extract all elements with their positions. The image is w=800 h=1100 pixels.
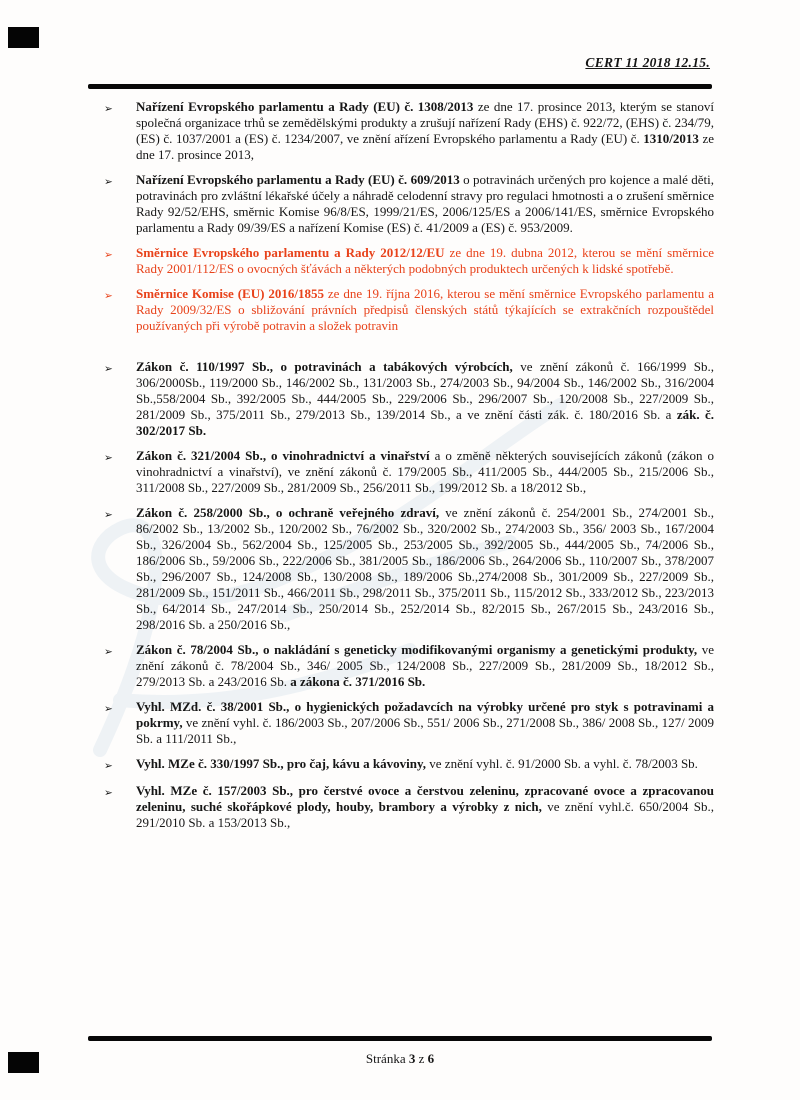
regulation-list xyxy=(100,99,714,840)
bullet-text: Vyhl. MZe č. 157/2003 Sb., pro čerstvé ovoce a čerstvou zeleninu, zpracované ovoce a zpracovanou zeleninu, suché skořápkové plody, houby, brambory a výrobky z nich, ve znění vyhl.č. 650/2004 Sb., 291/2010 Sb. a 153/2013 Sb., xyxy=(136,783,714,830)
bullet-arrow-icon: ➢ xyxy=(104,452,113,464)
bullet-text: Směrnice Komise (EU) 2016/1855 ze dne 19. října 2016, kterou se mění směrnice Evropského parlamentu a Rady 2009/32/ES o sbližování právních předpisů členských států týkajících se extrakčních rozpouštědel používaných při výrobě potravin a složek potravin xyxy=(136,286,714,333)
bullet-arrow-icon: ➢ xyxy=(104,703,113,715)
bullet-arrow-icon: ➢ xyxy=(104,290,113,302)
footer-separator: z xyxy=(415,1051,428,1066)
bullet-arrow-icon: ➢ xyxy=(104,103,113,115)
top-rule-bar xyxy=(88,84,712,89)
bullet-text: Zákon č. 110/1997 Sb., o potravinách a tabákových výrobcích, ve znění zákonů č. 166/1999 Sb., 306/2000Sb., 119/2000 Sb., 146/2002 Sb., 131/2003 Sb., 274/2003 Sb., 94/2004 Sb., 146/2002 Sb., 316/2004 Sb.,558/2004 Sb., 392/2005 Sb., 444/2005 Sb., 229/2006 Sb., 296/2007 Sb., 120/2008 Sb., 227/2009 Sb., 281/2009 Sb., 375/2011 Sb., 279/2013 Sb., 139/2014 Sb., a ve znění části zák. č. 180/2016 Sb. a zák. č. 302/2017 Sb. xyxy=(136,359,714,438)
bullet-text: Vyhl. MZd. č. 38/2001 Sb., o hygienických požadavcích na výrobky určené pro styk s potravinami a pokrmy, ve znění vyhl. č. 186/2003 Sb., 207/2006 Sb., 551/ 2006 Sb., 271/2008 Sb., 386/ 2008 Sb., 127/ 2009 Sb. a 111/2011 Sb., xyxy=(136,699,714,746)
list-item xyxy=(100,505,714,633)
list-item xyxy=(100,359,714,439)
scan-registration-mark-top xyxy=(8,27,39,48)
list-item xyxy=(100,756,714,774)
bullet-arrow-icon: ➢ xyxy=(104,249,113,261)
bullet-arrow-icon: ➢ xyxy=(104,176,113,188)
list-item xyxy=(100,642,714,690)
bullet-text: Směrnice Evropského parlamentu a Rady 2012/12/EU ze dne 19. dubna 2012, kterou se mění směrnice Rady 2001/112/ES o ovocných šťávách a některých podobných produktech určených k lidské spotřebě. xyxy=(136,245,714,276)
bullet-text: Zákon č. 321/2004 Sb., o vinohradnictví a vinařství a o změně některých souvisejících zákonů (zákon o vinohradnictví a vinařství), ve znění zákonů č. 179/2005 Sb., 411/2005 Sb., 444/2005 Sb., 215/2006 Sb., 311/2008 Sb., 227/2009 Sb., 281/2009 Sb., 256/2011 Sb., 199/2012 Sb. a 18/2012 Sb., xyxy=(136,448,714,495)
bullet-arrow-icon: ➢ xyxy=(104,363,113,375)
list-item xyxy=(100,699,714,747)
bullet-arrow-icon: ➢ xyxy=(104,787,113,799)
bullet-text: Zákon č. 78/2004 Sb., o nakládání s geneticky modifikovanými organismy a genetickými produkty, ve znění zákonů č. 78/2004 Sb., 346/ 2005 Sb., 124/2008 Sb., 227/2009 Sb., 281/2009 Sb., 18/2012 Sb., 279/2013 Sb. a 243/2016 Sb. a zákona č. 371/2016 Sb. xyxy=(136,642,714,689)
bullet-arrow-icon: ➢ xyxy=(104,646,113,658)
list-item xyxy=(100,448,714,496)
footer-label: Stránka xyxy=(365,1051,409,1066)
bottom-rule-bar xyxy=(88,1036,712,1041)
bullet-text: Zákon č. 258/2000 Sb., o ochraně veřejného zdraví, ve znění zákonů č. 254/2001 Sb., 274/2001 Sb., 86/2002 Sb., 13/2002 Sb., 120/2002 Sb., 76/2002 Sb., 320/2002 Sb., 274/2003 Sb., 356/ 2003 Sb., 167/2004 Sb., 326/2004 Sb., 562/2004 Sb., 125/2005 Sb., 253/2005 Sb., 392/2005 Sb., 444/2005 Sb., 74/2006 Sb., 186/2006 Sb., 59/2006 Sb., 222/2006 Sb., 381/2005 Sb., 186/2006 Sb., 264/2006 Sb., 110/2007 Sb., 378/2007 Sb., 296/2007 Sb., 124/2008 Sb., 130/2008 Sb., 189/2006 Sb.,274/2008 Sb., 301/2009 Sb., 227/2009 Sb., 281/2009 Sb., 151/2011 Sb., 466/2011 Sb., 298/2011 Sb., 375/2011 Sb., 115/2012 Sb., 333/2012 Sb., 223/2013 Sb., 64/2014 Sb., 247/2014 Sb., 250/2014 Sb., 252/2014 Sb., 82/2015 Sb., 267/2015 Sb., 243/2016 Sb., 298/2016 Sb. a 250/2016 Sb., xyxy=(136,505,715,632)
bullet-arrow-icon: ➢ xyxy=(104,509,113,521)
bullet-text: Nařízení Evropského parlamentu a Rady (EU) č. 609/2013 o potravinách určených pro kojence a malé děti, potravinách pro zvláštní lékařské účely a náhradě celodenní stravy pro regulaci hmotnosti a o zrušení směrnice Rady 92/52/EHS, směrnic Komise 96/8/ES, 1999/21/ES, 2006/125/ES a 2006/141/ES, směrnice Evropského parlamentu a Rady 09/39/ES a nařízení Komise (ES) č. 41/2009 a (ES) č. 953/2009. xyxy=(136,172,714,235)
list-item xyxy=(100,286,714,334)
list-item xyxy=(100,99,714,163)
footer-page-total: 6 xyxy=(427,1051,435,1066)
bullet-text: Nařízení Evropského parlamentu a Rady (EU) č. 1308/2013 ze dne 17. prosince 2013, kterým se stanoví společná organizace trhů se zemědělskými produkty a zrušují nařízení Rady (EHS) č. 922/72, (EHS) č. 234/79, (ES) č. 1037/2001 a (ES) č. 1234/2007, ve znění ařízení Evropského parlamentu a Rady (EU) č. 1310/2013 ze dne 17. prosince 2013, xyxy=(136,99,714,162)
list-item xyxy=(100,245,714,277)
list-item xyxy=(100,172,714,236)
document-header-reference: CERT 11 2018 12.15. xyxy=(585,55,710,70)
list-item xyxy=(100,783,714,831)
bullet-text: Vyhl. MZe č. 330/1997 Sb., pro čaj, kávu a kávoviny, ve znění vyhl. č. 91/2000 Sb. a vyhl. č. 78/2003 Sb. xyxy=(136,756,698,771)
bullet-arrow-icon: ➢ xyxy=(104,760,113,772)
page-footer xyxy=(0,1051,800,1067)
footer-page-number: 3 xyxy=(408,1051,416,1066)
